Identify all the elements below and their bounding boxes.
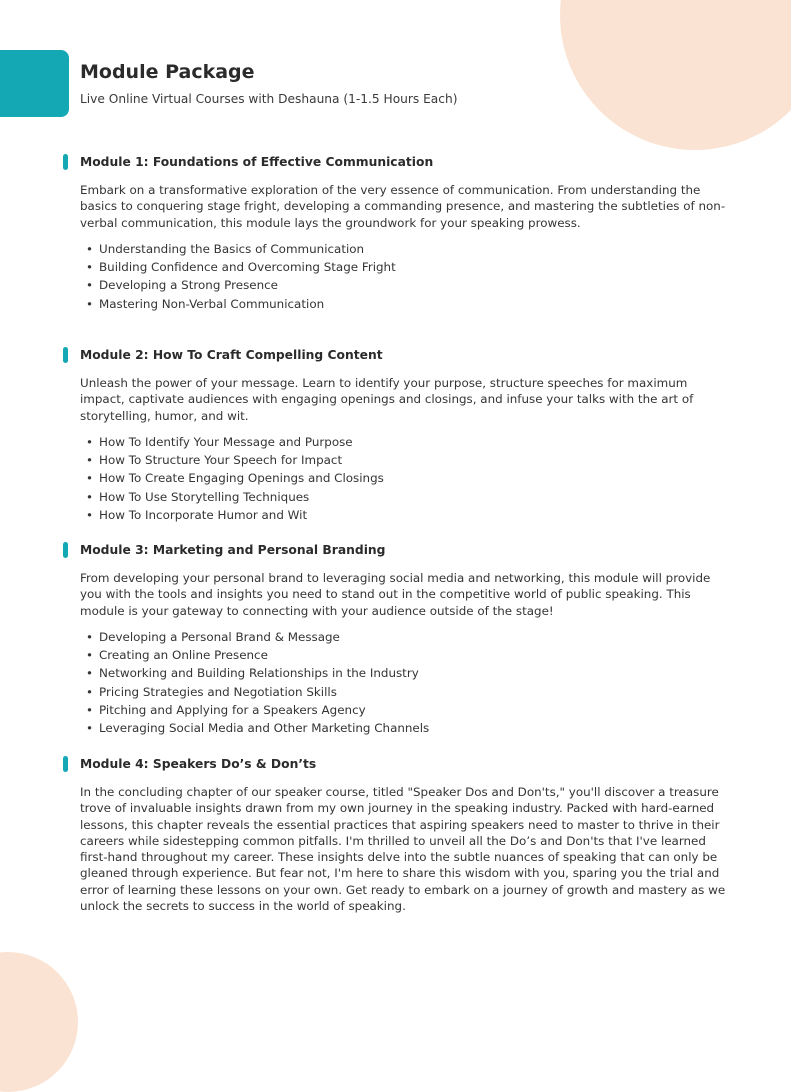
topic-list	[80, 628, 735, 738]
module-heading-text: Module 2: How To Craft Compelling Content	[80, 348, 383, 362]
module-2	[80, 346, 735, 524]
page-title: Module Package	[80, 61, 255, 83]
bullet-icon: •	[86, 296, 94, 311]
module-heading	[80, 153, 735, 171]
list-item: • Mastering Non-Verbal Communication	[80, 295, 735, 313]
decorative-circle-top	[560, 0, 791, 150]
module-4	[80, 755, 735, 914]
bullet-icon: •	[86, 508, 94, 523]
heading-accent-bar	[63, 154, 68, 170]
module-3	[80, 541, 735, 738]
bullet-icon: •	[86, 278, 94, 293]
bullet-icon: •	[86, 703, 94, 718]
bullet-icon: •	[86, 629, 94, 644]
list-item: • How To Use Storytelling Techniques	[80, 488, 735, 506]
bullet-icon: •	[86, 260, 94, 275]
module-1	[80, 153, 735, 313]
topic-list	[80, 240, 735, 313]
bullet-icon: •	[86, 241, 94, 256]
decorative-circle-bottom	[0, 952, 78, 1092]
list-item: • Developing a Strong Presence	[80, 276, 735, 294]
list-item: • Pitching and Applying for a Speakers Agency	[80, 701, 735, 719]
module-heading	[80, 346, 735, 364]
bullet-icon: •	[86, 489, 94, 504]
module-heading	[80, 755, 735, 773]
list-item: • Networking and Building Relationships in the Industry	[80, 664, 735, 682]
bullet-icon: •	[86, 434, 94, 449]
module-heading-text: Module 3: Marketing and Personal Branding	[80, 543, 386, 557]
bullet-icon: •	[86, 721, 94, 736]
list-item: • How To Identify Your Message and Purpose	[80, 433, 735, 451]
bullet-icon: •	[86, 666, 94, 681]
decorative-accent-block	[0, 50, 69, 117]
bullet-icon: •	[86, 648, 94, 663]
list-item: • How To Incorporate Humor and Wit	[80, 506, 735, 524]
list-item: • Building Confidence and Overcoming Stage Fright	[80, 258, 735, 276]
bullet-icon: •	[86, 453, 94, 468]
list-item: • Creating an Online Presence	[80, 646, 735, 664]
bullet-icon: •	[86, 684, 94, 699]
list-item: • How To Structure Your Speech for Impact	[80, 451, 735, 469]
heading-accent-bar	[63, 756, 68, 772]
list-item: • Developing a Personal Brand & Message	[80, 628, 735, 646]
page-subtitle: Live Online Virtual Courses with Deshauna (1-1.5 Hours Each)	[80, 92, 458, 106]
module-description: In the concluding chapter of our speaker course, titled "Speaker Dos and Don'ts," you'll discover a treasure trove of invaluable insights drawn from my own journey in the speaking industry. Packed with hard-earned lessons, this chapter reveals the essential practices that aspiring speakers need to master to thrive in their careers while sidestepping common pitfalls. I'm thrilled to unveil all the Do’s and Don'ts that I've learned first-hand throughout my career. These insights delve into the subtle nuances of speaking that can only be gleaned through experience. But fear not, I'm here to share this wisdom with you, sparing you the trial and error of learning these lessons on your own. Get ready to embark on a journey of growth and mastery as we unlock the secrets to success in the world of speaking.	[80, 785, 726, 914]
module-description: Embark on a transformative exploration of the very essence of communication. From understanding the basics to conquering stage fright, developing a commanding presence, and mastering the subtleties of non-verbal communication, this module lays the groundwork for your speaking prowess.	[80, 183, 726, 230]
list-item: • How To Create Engaging Openings and Closings	[80, 469, 735, 487]
list-item: • Understanding the Basics of Communication	[80, 240, 735, 258]
module-heading	[80, 541, 735, 559]
list-item: • Pricing Strategies and Negotiation Skills	[80, 683, 735, 701]
module-description: From developing your personal brand to leveraging social media and networking, this module will provide you with the tools and insights you need to stand out in the competitive world of public speaking. This module is your gateway to connecting with your audience outside of the stage!	[80, 571, 711, 618]
list-item: • Leveraging Social Media and Other Marketing Channels	[80, 719, 735, 737]
module-description: Unleash the power of your message. Learn to identify your purpose, structure speeches for maximum impact, captivate audiences with engaging openings and closings, and infuse your talks with the art of storytelling, humor, and wit.	[80, 376, 694, 423]
bullet-icon: •	[86, 471, 94, 486]
module-heading-text: Module 4: Speakers Do’s & Don’ts	[80, 757, 317, 771]
heading-accent-bar	[63, 347, 68, 363]
heading-accent-bar	[63, 542, 68, 558]
module-heading-text: Module 1: Foundations of Effective Communication	[80, 155, 434, 169]
topic-list	[80, 433, 735, 524]
